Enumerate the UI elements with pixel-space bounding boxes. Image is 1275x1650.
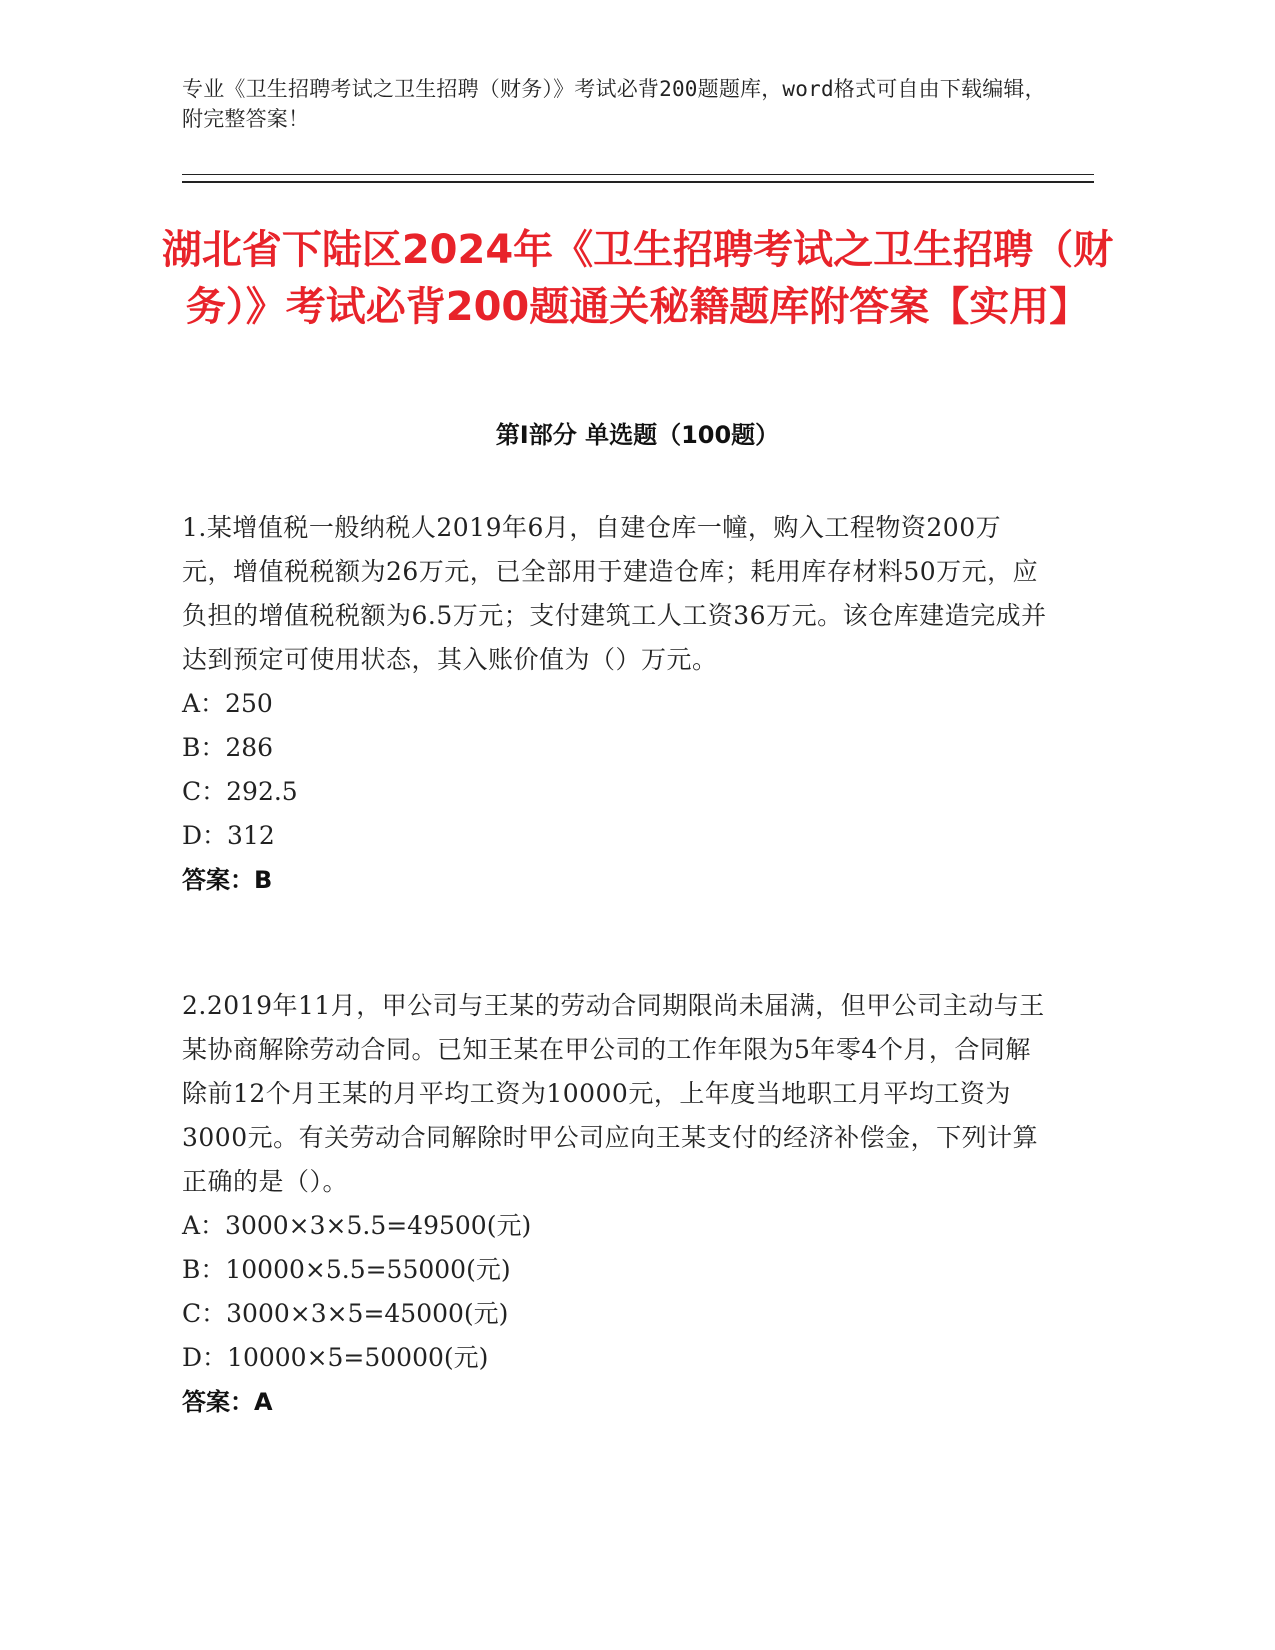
question-stem: 2.2019年11月，甲公司与王某的劳动合同期限尚未届满，但甲公司主动与王某协商解除劳动合同。已知王某在甲公司的工作年限为5年零4个月，合同解除前12个月王某的月平均工资为10000元，上年度当地职工月平均工资为3000元。有关劳动合同解除时甲公司应向王某支付的经济补偿金，下列计算正确的是（）。 [182,991,1045,1196]
option-b: B：10000×5.5=55000(元) [182,1255,511,1284]
header-note: 专业《卫生招聘考试之卫生招聘（财务）》考试必背200题题库，word格式可自由下载编辑，附完整答案！ [182,77,1046,131]
answer: 答案：B [182,866,273,894]
option-d: D：10000×5=50000(元) [182,1343,489,1372]
option-c: C：3000×3×5=45000(元) [182,1299,509,1328]
answer: 答案：A [182,1388,273,1416]
header-rule-thick [182,181,1094,183]
option-a: A：250 [182,689,273,718]
section-heading: 第Ⅰ部分 单选题（100题） [495,421,780,449]
option-d: D：312 [182,821,275,850]
option-b: B：286 [182,733,274,762]
header-rule-thin [182,174,1094,175]
question-2 [182,984,1052,1424]
option-c: C：292.5 [182,777,298,806]
question-1 [182,506,1052,902]
question-stem: 1.某增值税一般纳税人2019年6月，自建仓库一幢，购入工程物资200万元，增值税税额为26万元，已全部用于建造仓库；耗用库存材料50万元，应负担的增值税税额为6.5万元；支付建筑工人工资36万元。该仓库建造完成并达到预定可使用状态，其入账价值为（）万元。 [182,513,1047,674]
document-title: 湖北省下陆区2024年《卫生招聘考试之卫生招聘（财务）》考试必背200题通关秘籍题库附答案【实用】 [161,227,1114,330]
option-a: A：3000×3×5.5=49500(元) [182,1211,532,1240]
